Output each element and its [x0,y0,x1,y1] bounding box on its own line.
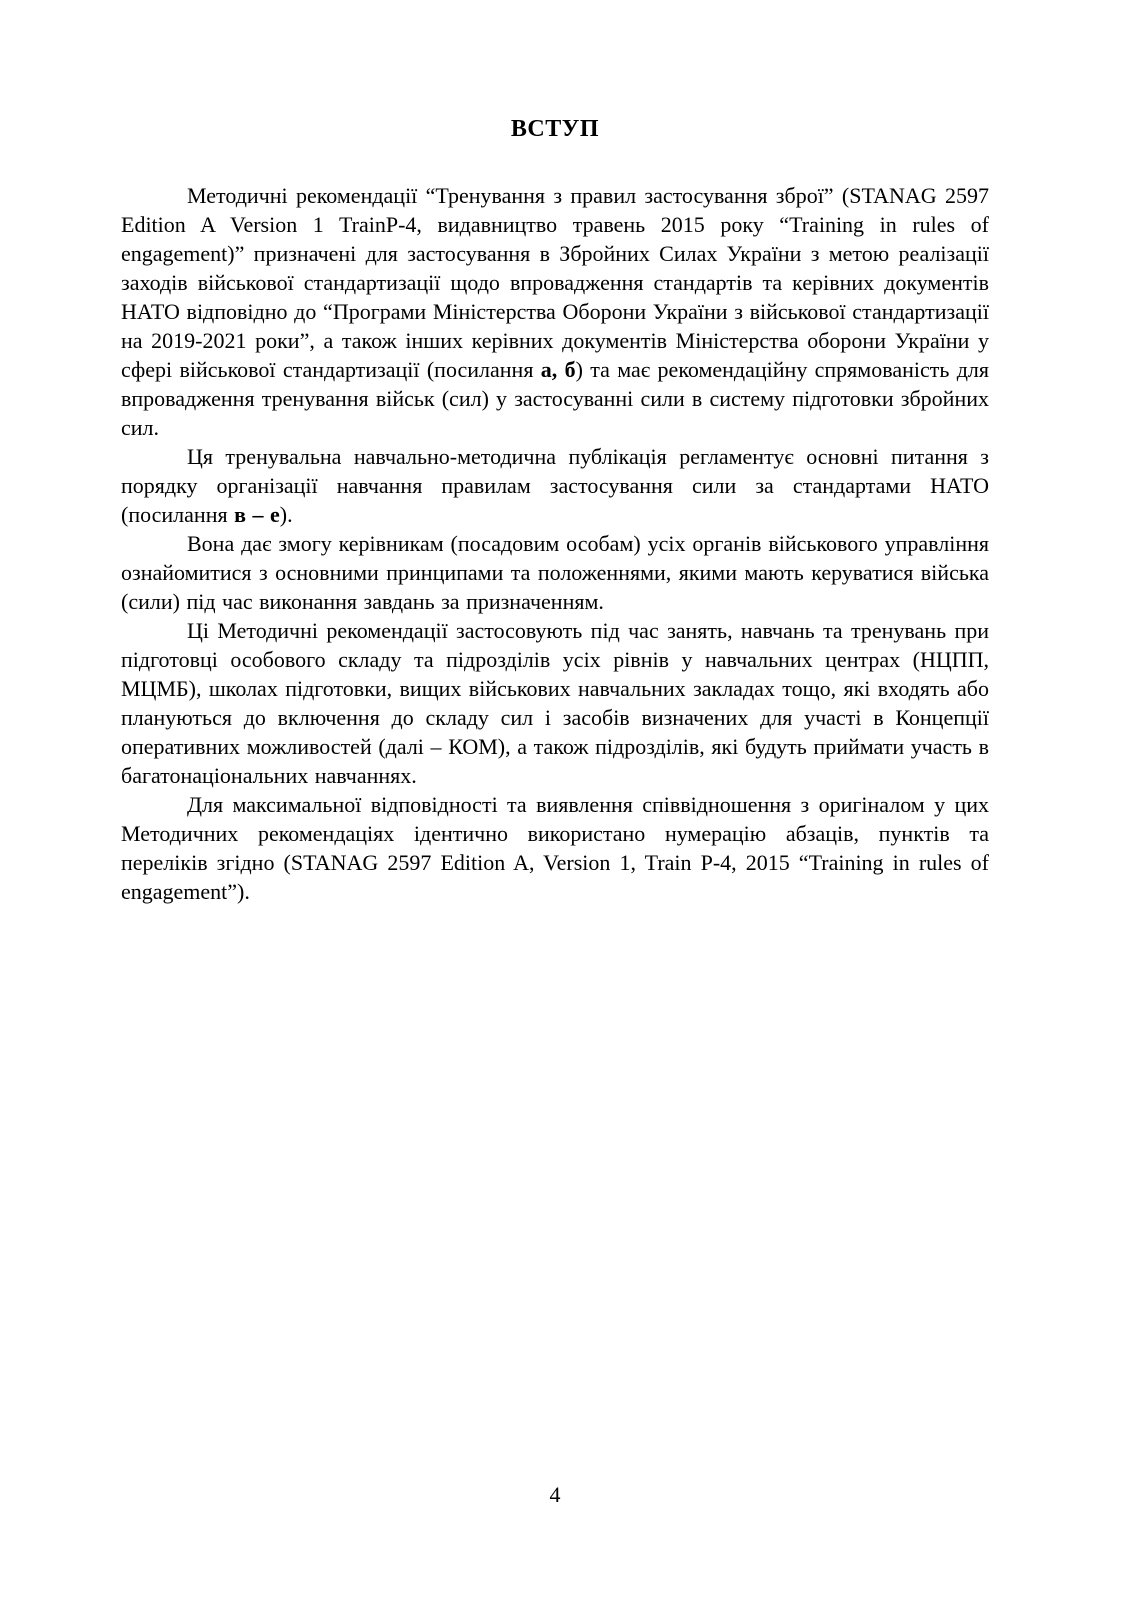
paragraph-5 [121,790,989,906]
paragraph-3 [121,529,989,616]
paragraph-text: Ці Методичні рекомендації застосовують під час занять, навчань та тренувань при підготовці особового складу та підрозділів усіх рівнів у навчальних центрах (НЦПП, МЦМБ), школах підготовки, вищих військових навчальних закладах тощо, які входять або плануються до включення до складу сил і засобів визначених для участі в Концепції оперативних можливостей (далі – КОМ), а також підрозділів, які будуть приймати участь в багатонаціональних навчаннях. [121,618,989,788]
paragraph-text-bold: а, б [540,357,576,382]
paragraph-text: Вона дає змогу керівникам (посадовим особам) усіх органів військового управління ознайомитися з основними принципами та положеннями, якими мають керуватися війська (сили) під час виконання завдань за призначенням. [121,531,989,614]
page-number: 4 [549,1482,561,1507]
page-content [121,116,989,906]
paragraph-text: ). [279,502,293,527]
paragraph-4 [121,616,989,790]
paragraph-2 [121,442,989,529]
paragraph-text: Методичні рекомендації “Тренування з правил застосування зброї” (STANAG 2597 Edition A Version 1 TrainP-4, видавництво травень 2015 року “Training in rules of engagement)” призначені для застосування в Збройних Силах України з метою реалізації заходів військової стандартизації щодо впровадження стандартів та керівних документів НАТО відповідно до “Програми Міністерства Оборони України з військової стандартизації на 2019-2021 роки”, а також інших керівних документів Міністерства оборони України у сфері військової стандартизації (посилання [121,183,989,382]
paragraph-text-bold: в – е [234,502,280,527]
page-title: ВСТУП [510,116,600,142]
paragraph-text: Ця тренувальна навчально-методична публікація регламентує основні питання з порядку організації навчання правилам застосування сили за стандартами НАТО (посилання [121,444,989,527]
paragraph-1 [121,181,989,442]
paragraph-text: ) та має рекомендаційну спрямованість для впровадження тренування військ (сил) у застосуванні сили в систему підготовки збройних сил. [121,357,990,440]
paragraph-text: Для максимальної відповідності та виявлення співвідношення з оригіналом у цих Методичних рекомендаціях ідентично використано нумерацію абзаців, пунктів та переліків згідно (STANAG 2597 Edition A, Version 1, Train P-4, 2015 “Training in rules of engagement”). [121,792,989,904]
